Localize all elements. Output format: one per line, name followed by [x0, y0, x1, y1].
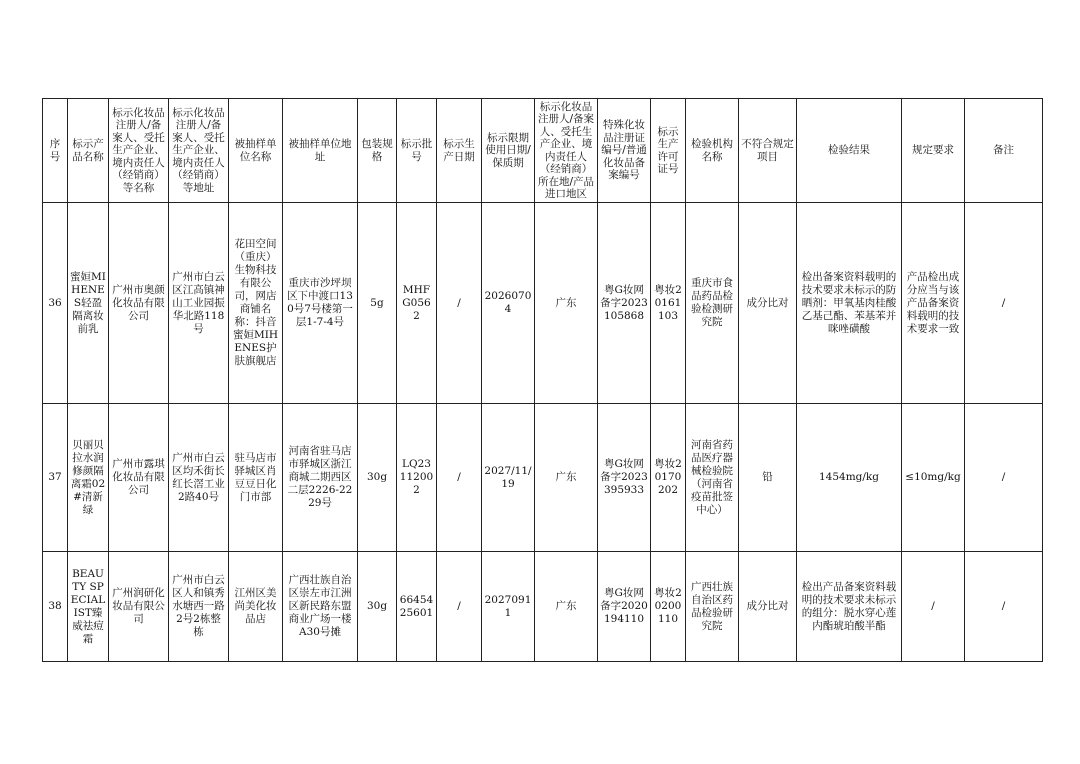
- header-cell: 备注: [965, 99, 1043, 203]
- seq-cell: 38: [43, 552, 68, 662]
- remark-cell: /: [965, 203, 1043, 404]
- sampled-address-cell: 广西壮族自治区崇左市江洲区新民路东盟商业广场一楼A30号摊: [283, 552, 358, 662]
- header-cell: 检验结果: [797, 99, 902, 203]
- product-cell: 蜜姮MIHENES轻盈隔离妆前乳: [68, 203, 109, 404]
- spec-cell: 5g: [358, 203, 397, 404]
- company-cell: 广州市露琪化妆品有限公司: [109, 404, 169, 552]
- production-date-cell: /: [437, 552, 482, 662]
- header-cell: 标示批号: [397, 99, 437, 203]
- spec-cell: 30g: [358, 552, 397, 662]
- lab-cell: 广西壮族自治区药品检验研究院: [686, 552, 739, 662]
- batch-cell: 6645425601: [397, 552, 437, 662]
- expiry-cell: 20270911: [482, 552, 535, 662]
- expiry-cell: 2027/11/19: [482, 404, 535, 552]
- table-row: [43, 552, 1043, 662]
- remark-cell: /: [965, 552, 1043, 662]
- production-date-cell: /: [437, 404, 482, 552]
- cert-cell: 粤G妆网备字2020194110: [598, 552, 651, 662]
- header-cell: 检验机构名称: [686, 99, 739, 203]
- item-cell: 铅: [739, 404, 797, 552]
- header-cell: 被抽样单位地址: [283, 99, 358, 203]
- seq-cell: 37: [43, 404, 68, 552]
- header-cell: 序号: [43, 99, 68, 203]
- requirement-cell: 产品检出成分应当与该产品备案资料载明的技术要求一致: [902, 203, 965, 404]
- region-cell: 广东: [535, 552, 598, 662]
- result-cell: 检出产品备案资料载明的技术要求未标示的组分：脱水穿心莲内酯琥珀酸半酯: [797, 552, 902, 662]
- lab-cell: 重庆市食品药品检验检测研究院: [686, 203, 739, 404]
- product-cell: 贝丽贝拉水润修颜隔离霜02#清新绿: [68, 404, 109, 552]
- sampled-address-cell: 河南省驻马店市驿城区浙江商城二期西区二层2226-2229号: [283, 404, 358, 552]
- header-cell: 标示生产许可证号: [651, 99, 686, 203]
- table-row: [43, 404, 1043, 552]
- region-cell: 广东: [535, 404, 598, 552]
- header-cell: 规定要求: [902, 99, 965, 203]
- header-row: [43, 99, 1043, 203]
- sampled-unit-cell: 江州区美尚美化妆品店: [229, 552, 283, 662]
- company-address-cell: 广州市白云区江高镇神山工业园振华北路118号: [169, 203, 229, 404]
- company-address-cell: 广州市白云区人和镇秀水塘西一路2号2栋整栋: [169, 552, 229, 662]
- header-cell: 被抽样单位名称: [229, 99, 283, 203]
- expiry-cell: 20260704: [482, 203, 535, 404]
- cert-cell: 粤G妆网备字2023105868: [598, 203, 651, 404]
- lab-cell: 河南省药品医疗器械检验院（河南省疫苗批签中心）: [686, 404, 739, 552]
- license-cell: 粤妆20200110: [651, 552, 686, 662]
- header-cell: 标示产品名称: [68, 99, 109, 203]
- requirement-cell: ≤10mg/kg: [902, 404, 965, 552]
- sampled-address-cell: 重庆市沙坪坝区下中渡口130号7号楼第一层1-7-4号: [283, 203, 358, 404]
- sampled-unit-cell: 驻马店市驿城区肖豆豆日化门市部: [229, 404, 283, 552]
- header-cell: 标示生产日期: [437, 99, 482, 203]
- seq-cell: 36: [43, 203, 68, 404]
- company-address-cell: 广州市白云区均禾街长红长滘工业2路40号: [169, 404, 229, 552]
- header-cell: 特殊化妆品注册证编号/普通化妆品备案编号: [598, 99, 651, 203]
- header-cell: 标示化妆品注册人/备案人、受托生产企业、境内责任人（经销商）等名称: [109, 99, 169, 203]
- batch-cell: LQ23112002: [397, 404, 437, 552]
- sampled-unit-cell: 花田空间（重庆）生物科技有限公司，网店商铺名称：抖音蜜姮MIHENES护肤旗舰店: [229, 203, 283, 404]
- region-cell: 广东: [535, 203, 598, 404]
- header-cell: 标示化妆品注册人/备案人、受托生产企业、境内责任人（经销商）所在地/产品进口地区: [535, 99, 598, 203]
- header-cell: 不符合规定项目: [739, 99, 797, 203]
- header-cell: 标示化妆品注册人/备案人、受托生产企业、境内责任人（经销商）等地址: [169, 99, 229, 203]
- batch-cell: MHFG0562: [397, 203, 437, 404]
- requirement-cell: /: [902, 552, 965, 662]
- item-cell: 成分比对: [739, 552, 797, 662]
- license-cell: 粤妆20170202: [651, 404, 686, 552]
- result-cell: 检出备案资料载明的技术要求未标示的防晒剂：甲氧基肉桂酸乙基己酯、苯基苯并咪唑磺酸: [797, 203, 902, 404]
- table-row: [43, 203, 1043, 404]
- remark-cell: /: [965, 404, 1043, 552]
- cert-cell: 粤G妆网备字2023395933: [598, 404, 651, 552]
- result-cell: 1454mg/kg: [797, 404, 902, 552]
- header-cell: 包装规格: [358, 99, 397, 203]
- spec-cell: 30g: [358, 404, 397, 552]
- header-cell: 标示限期使用日期/保质期: [482, 99, 535, 203]
- item-cell: 成分比对: [739, 203, 797, 404]
- company-cell: 广州市奥颜化妆品有限公司: [109, 203, 169, 404]
- product-cell: BEAUTY SPECIALIST臻威祛痘霜: [68, 552, 109, 662]
- license-cell: 粤妆20161103: [651, 203, 686, 404]
- company-cell: 广州润研化妆品有限公司: [109, 552, 169, 662]
- inspection-table: [42, 98, 1043, 662]
- production-date-cell: /: [437, 203, 482, 404]
